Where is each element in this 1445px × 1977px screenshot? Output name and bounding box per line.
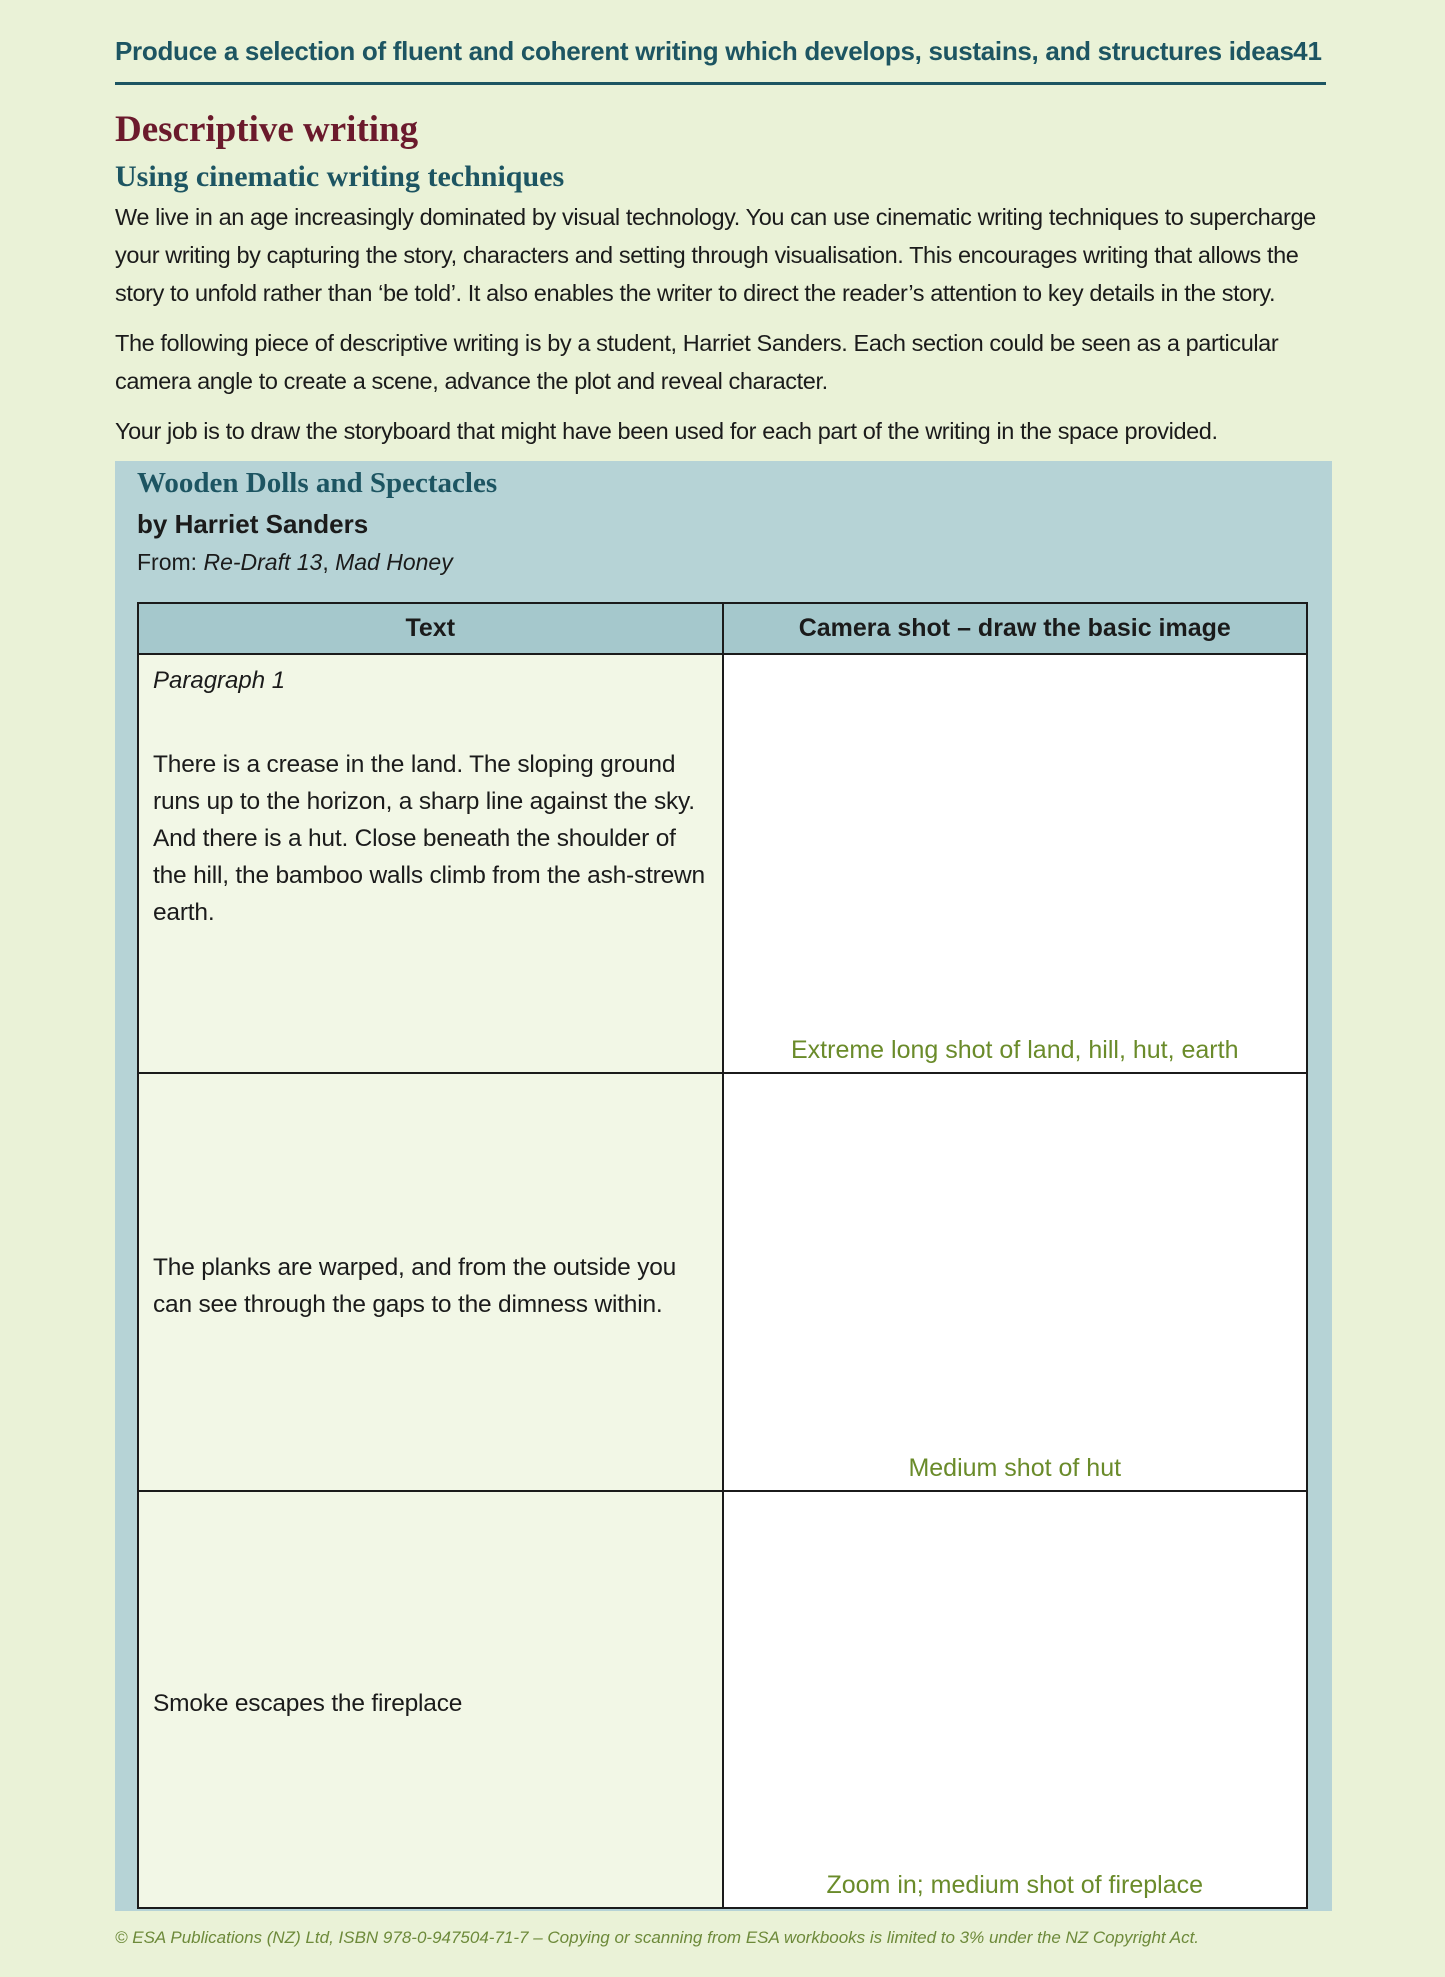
drawing-area[interactable] [723, 1073, 1308, 1491]
passage-text: There is a crease in the land. The sloping ground runs up to the horizon, a sharp line against the sky. And there is a hut. Close beneath the shoulder of the hill, the bamboo walls climb from the ash-strewn earth. [153, 751, 705, 926]
intro-paragraph-1: We live in an age increasingly dominated by visual technology. You can use cinematic writing techniques to supercharge your writing by capturing the story, characters and setting through visualisation. This encourages writing that allows the story to unfold rather than ‘be told’. It also enables the writer to direct the reader’s attention to key details in the story. [115, 204, 1316, 306]
copyright-footer: © ESA Publications (NZ) Ltd, ISBN 978-0-947504-71-7 – Copying or scanning from ESA workbooks is limited to 3% under the NZ Copyright Act. [115, 1928, 1200, 1947]
header-title: Produce a selection of fluent and coherent writing which develops, sustains, and structures ideas [115, 36, 1294, 66]
storyboard-table [137, 602, 1308, 1909]
story-title: Wooden Dolls and Spectacles [137, 467, 498, 499]
intro-paragraph-3: Your job is to draw the storyboard that might have been used for each part of the writing in the space provided. [115, 418, 1218, 444]
source-separator: , [322, 549, 336, 575]
text-cell [138, 1073, 723, 1491]
story-author: by Harriet Sanders [137, 509, 369, 539]
source-work: Re-Draft 13 [203, 549, 323, 575]
camera-shot-note: Extreme long shot of land, hill, hut, earth [791, 1036, 1239, 1064]
table-header-row [138, 603, 1307, 654]
intro-paragraph-2: The following piece of descriptive writing is by a student, Harriet Sanders. Each section could be seen as a particular camera angle to create a scene, advance the plot and reveal character. [115, 330, 1279, 394]
story-panel [115, 461, 1332, 1911]
passage-text: The planks are warped, and from the outside you can see through the gaps to the dimness within. [153, 1254, 677, 1318]
source-prefix: From: [137, 549, 204, 575]
story-source [137, 549, 453, 576]
text-cell [138, 1491, 723, 1908]
page-number: 41 [1293, 36, 1322, 66]
running-header [115, 30, 1326, 85]
camera-shot-note: Medium shot of hut [908, 1454, 1122, 1482]
subsection-title: Using cinematic writing techniques [115, 160, 565, 193]
table-row [138, 1491, 1307, 1908]
drawing-area[interactable] [723, 654, 1308, 1073]
passage-text: Smoke escapes the fireplace [153, 1690, 463, 1717]
header-camera-shot: Camera shot – draw the basic image [723, 603, 1308, 654]
text-cell [138, 654, 723, 1073]
header-text: Text [138, 603, 723, 654]
table-row [138, 1073, 1307, 1491]
section-title: Descriptive writing [115, 109, 419, 150]
drawing-area[interactable] [723, 1491, 1308, 1908]
paragraph-label: Paragraph 1 [153, 667, 286, 694]
intro-text [115, 198, 1335, 462]
source-piece: Mad Honey [335, 549, 453, 575]
table-row [138, 654, 1307, 1073]
camera-shot-note: Zoom in; medium shot of fireplace [826, 1871, 1204, 1899]
